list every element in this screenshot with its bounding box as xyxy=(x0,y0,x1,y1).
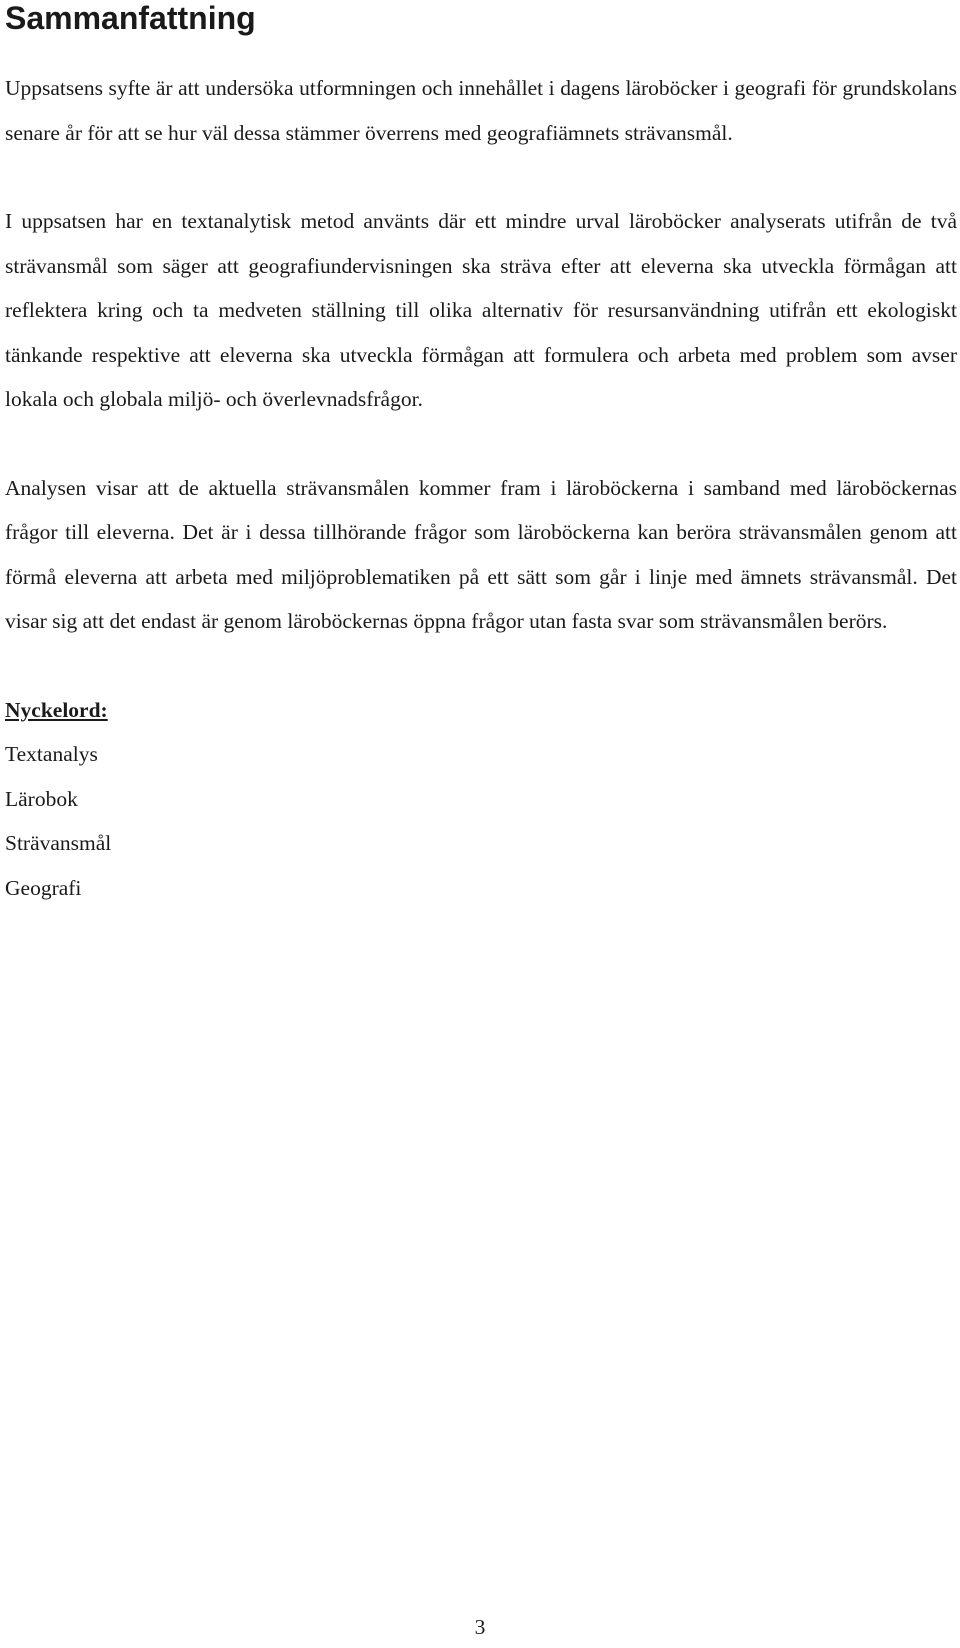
keyword-item: Textanalys xyxy=(5,742,98,766)
keyword-item: Strävansmål xyxy=(5,831,112,855)
keywords-heading: Nyckelord: xyxy=(5,697,108,722)
page-number: 3 xyxy=(474,1615,486,1639)
abstract-paragraph-method: I uppsatsen har en textanalytisk metod använts där ett mindre urval läroböcker analyserats utifrån de två strävansmål som säger att geografiundervisningen ska sträva efter att eleverna ska utveckla förmågan att reflektera kring och ta medveten ställning till olika alternativ för resursanvändning utifrån ett ekologiskt tänkande respektive att eleverna ska utveckla förmågan att formulera och arbeta med problem som avser lokala och globala miljö- och överlevnadsfrågor. xyxy=(5,209,957,411)
abstract-paragraph-purpose: Uppsatsens syfte är att undersöka utformningen och innehållet i dagens läroböcker i geografi för grundskolans senare år för att se hur väl dessa stämmer överrens med geografiämnets strävansmål. xyxy=(5,76,957,145)
keyword-item: Lärobok xyxy=(5,786,78,811)
page-title: Sammanfattning xyxy=(5,0,256,36)
keywords-section xyxy=(5,688,957,911)
document-page xyxy=(5,0,957,910)
keywords-list xyxy=(5,732,957,910)
abstract-paragraph-results: Analysen visar att de aktuella strävansmålen kommer fram i läroböckerna i samband med läroböckernas frågor till eleverna. Det är i dessa tillhörande frågor som läroböckerna kan beröra strävansmålen genom att förmå eleverna att arbeta med miljöproblematiken på ett sätt som går i linje med ämnets strävansmål. Det visar sig att det endast är genom läroböckernas öppna frågor utan fasta svar som strävansmålen berörs. xyxy=(5,475,957,633)
keyword-item: Geografi xyxy=(5,875,82,900)
